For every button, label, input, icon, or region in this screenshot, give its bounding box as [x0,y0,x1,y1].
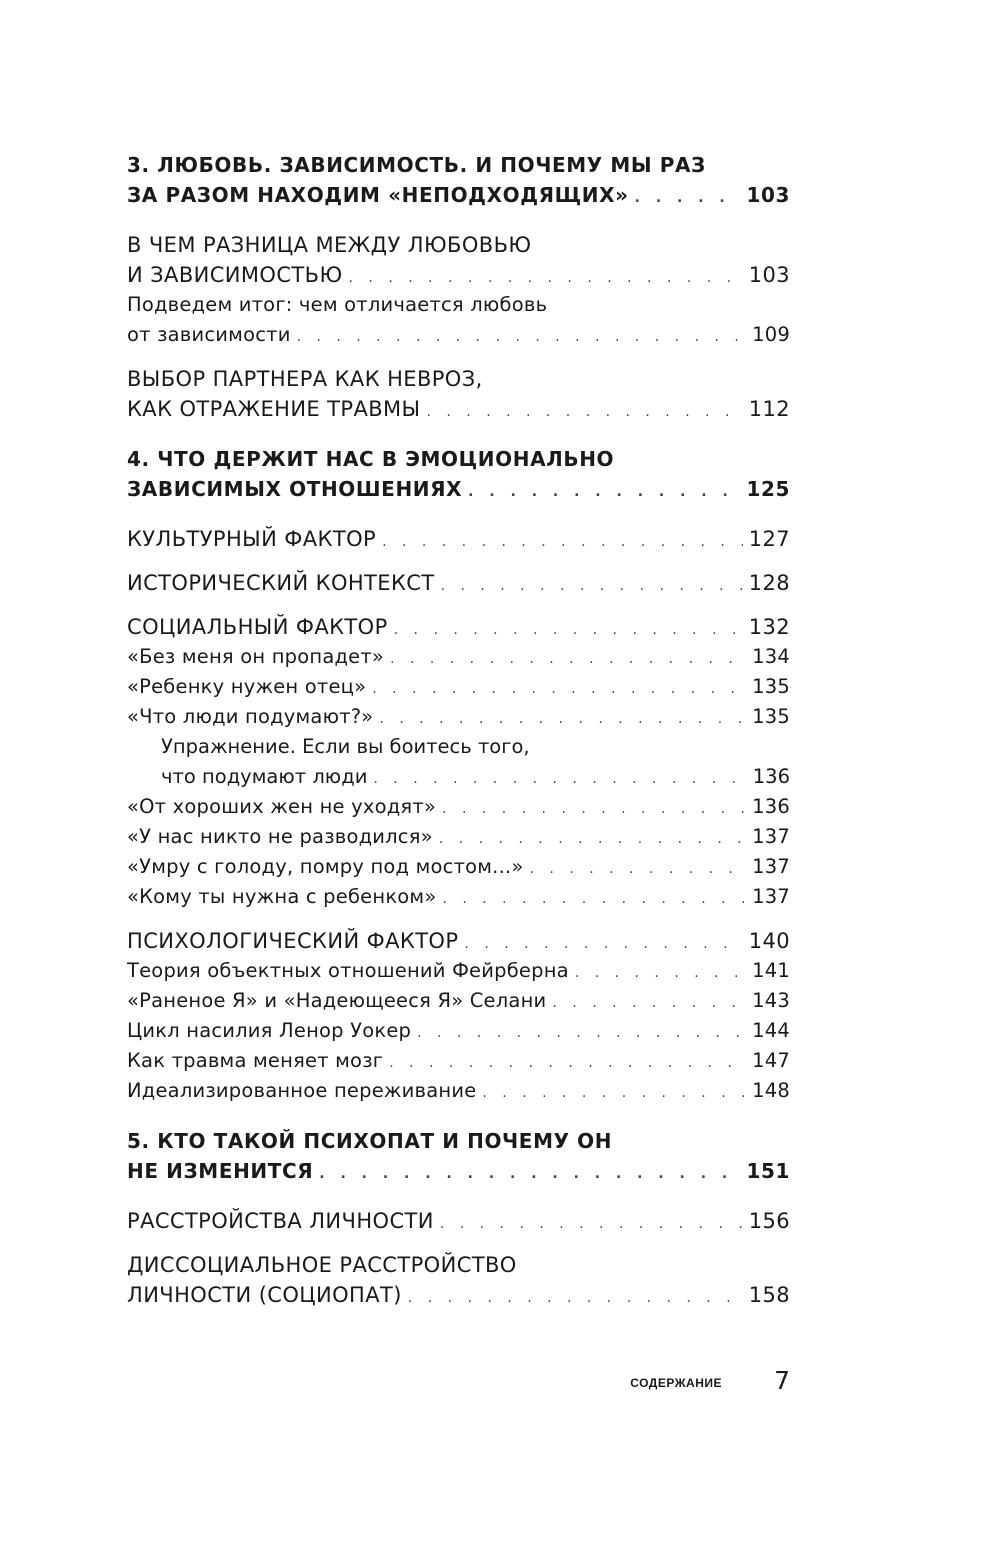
dot-leader [297,322,747,352]
toc-page-number: 128 [748,571,790,595]
toc-section[interactable] [127,926,790,956]
dot-leader [442,794,746,824]
page-number: 7 [774,1366,790,1395]
toc-entry-title-line: «Ребенку нужен отец» [127,675,367,698]
toc-page-number: 151 [746,1159,790,1183]
toc-entry-title-line: ЗАВИСИМЫХ ОТНОШЕНИЯХ [127,477,463,501]
toc-page-number: 144 [752,1019,790,1042]
table-of-contents [127,150,790,1324]
toc-entry-title-line: «От хороших жен не уходят» [127,795,437,818]
dot-leader [530,854,747,884]
toc-page-number: 156 [748,1209,790,1233]
dot-leader [319,1159,740,1189]
dot-leader [372,674,746,704]
toc-page-number: 141 [752,959,790,982]
toc-entry-title-line: Цикл насилия Ленор Уокер [127,1019,412,1042]
toc-entry-title-line: Идеализированное переживание [127,1079,477,1102]
toc-entry-title-line: ИСТОРИЧЕСКИЙ КОНТЕКСТ [127,571,435,595]
toc-page-number: 140 [748,929,790,953]
dot-leader [373,764,746,794]
dot-leader [439,824,746,854]
toc-entry-title-line: «У нас никто не разводился» [127,825,433,848]
toc-page-number: 135 [752,705,790,728]
toc-entry-title-line: КАК ОТРАЖЕНИЕ ТРАВМЫ [127,397,421,421]
toc-entry-title-line: КУЛЬТУРНЫЙ ФАКТОР [127,527,377,551]
toc-entry-title-line: «Без меня он пропадет» [127,645,385,668]
dot-leader [441,571,743,601]
toc-entry-title-line: Теория объектных отношений Фейрберна [127,959,569,982]
toc-page-number: 109 [752,323,790,346]
dot-leader [552,988,746,1018]
toc-page-number: 134 [752,645,790,668]
toc-entry-title-line: Как травма меняет мозг [127,1049,384,1072]
toc-subsection[interactable] [127,956,790,986]
dot-leader [390,644,746,674]
toc-section[interactable] [127,524,790,554]
toc-page-number: 137 [752,855,790,878]
dot-leader [379,704,746,734]
dot-leader [440,1209,743,1239]
toc-entry-title-line: СОЦИАЛЬНЫЙ ФАКТОР [127,615,388,639]
toc-section[interactable] [127,568,790,598]
toc-entry-title-line: «Умру с голоду, помру под мостом...» [127,855,524,878]
toc-subsection[interactable] [127,702,790,732]
toc-entry-title-line: ЗА РАЗОМ НАХОДИМ «НЕПОДХОДЯЩИХ» [127,183,629,207]
toc-subsection[interactable] [127,1046,790,1076]
dot-leader [417,1018,746,1048]
toc-section[interactable] [127,612,790,642]
toc-entry-title-line: И ЗАВИСИМОСТЬЮ [127,263,343,287]
toc-entry-title-line: ПСИХОЛОГИЧЕСКИЙ ФАКТОР [127,929,459,953]
toc-entry-title-line: «Кому ты нужна с ребенком» [127,885,437,908]
toc-entry-title-line: «Раненое Я» и «Надеющееся Я» Селани [127,989,547,1012]
toc-page-number: 137 [752,825,790,848]
running-footer-title: СОДЕРЖАНИЕ [630,1376,722,1390]
dot-leader [408,1283,743,1313]
toc-page-number: 148 [752,1079,790,1102]
dot-leader [389,1048,746,1078]
toc-page-number: 127 [748,527,790,551]
dot-leader [468,477,740,507]
toc-subsection[interactable] [127,986,790,1016]
toc-entry-title-line: Упражнение. Если вы боитесь того, [161,735,530,758]
toc-page-number: 125 [746,477,790,501]
dot-leader [482,1078,746,1108]
toc-entry-title-line: В ЧЕМ РАЗНИЦА МЕЖДУ ЛЮБОВЬЮ [127,233,532,257]
toc-subsection[interactable] [127,1016,790,1046]
dot-leader [382,527,743,557]
dot-leader [442,884,746,914]
dot-leader [394,615,743,645]
toc-subsection[interactable] [127,792,790,822]
toc-page-number: 132 [748,615,790,639]
toc-section[interactable] [127,1250,790,1310]
toc-section[interactable] [127,364,790,424]
dot-leader [349,263,743,293]
toc-entry-title-line: «Что люди подумают?» [127,705,374,728]
toc-page-number: 103 [746,183,790,207]
toc-subsection[interactable] [127,852,790,882]
toc-subsection[interactable] [127,882,790,912]
toc-subsection[interactable] [127,672,790,702]
toc-exercise[interactable] [127,732,790,792]
toc-page-number: 112 [748,397,790,421]
toc-chapter-3[interactable] [127,150,790,210]
toc-entry-title-line: ДИССОЦИАЛЬНОЕ РАССТРОЙСТВО [127,1253,517,1277]
toc-page-number: 143 [752,989,790,1012]
dot-leader [427,397,743,427]
toc-entry-title-line: НЕ ИЗМЕНИТСЯ [127,1159,314,1183]
toc-entry-title-line: Подведем итог: чем отличается любовь [127,293,548,316]
dot-leader [575,958,746,988]
dot-leader [464,929,742,959]
toc-page-number: 137 [752,885,790,908]
toc-chapter-4[interactable] [127,444,790,504]
toc-entry-title-line: ЛИЧНОСТИ (СОЦИОПАТ) [127,1283,402,1307]
toc-page-number: 135 [752,675,790,698]
toc-page-number: 136 [752,765,790,788]
toc-entry-title-line: ВЫБОР ПАРТНЕРА КАК НЕВРОЗ, [127,367,483,391]
dot-leader [635,183,741,213]
toc-entry-title-line: 4. ЧТО ДЕРЖИТ НАС В ЭМОЦИОНАЛЬНО [127,447,615,471]
toc-subsection[interactable] [127,822,790,852]
page-footer [0,1366,790,1400]
toc-subsection[interactable] [127,290,790,350]
toc-entry-title-line: 5. КТО ТАКОЙ ПСИХОПАТ И ПОЧЕМУ ОН [127,1129,613,1153]
toc-page-number: 147 [752,1049,790,1072]
toc-page-number: 158 [748,1283,790,1307]
toc-section[interactable] [127,230,790,290]
toc-page-number: 136 [752,795,790,818]
toc-chapter-5[interactable] [127,1126,790,1186]
toc-entry-title-line: 3. ЛЮБОВЬ. ЗАВИСИМОСТЬ. И ПОЧЕМУ МЫ РАЗ [127,153,706,177]
toc-entry-title-line: от зависимости [127,323,291,346]
toc-subsection[interactable] [127,642,790,672]
toc-entry-title-line: что подумают люди [161,765,368,788]
toc-subsection[interactable] [127,1076,790,1106]
toc-section[interactable] [127,1206,790,1236]
toc-page-number: 103 [748,263,790,287]
toc-entry-title-line: РАССТРОЙСТВА ЛИЧНОСТИ [127,1209,434,1233]
